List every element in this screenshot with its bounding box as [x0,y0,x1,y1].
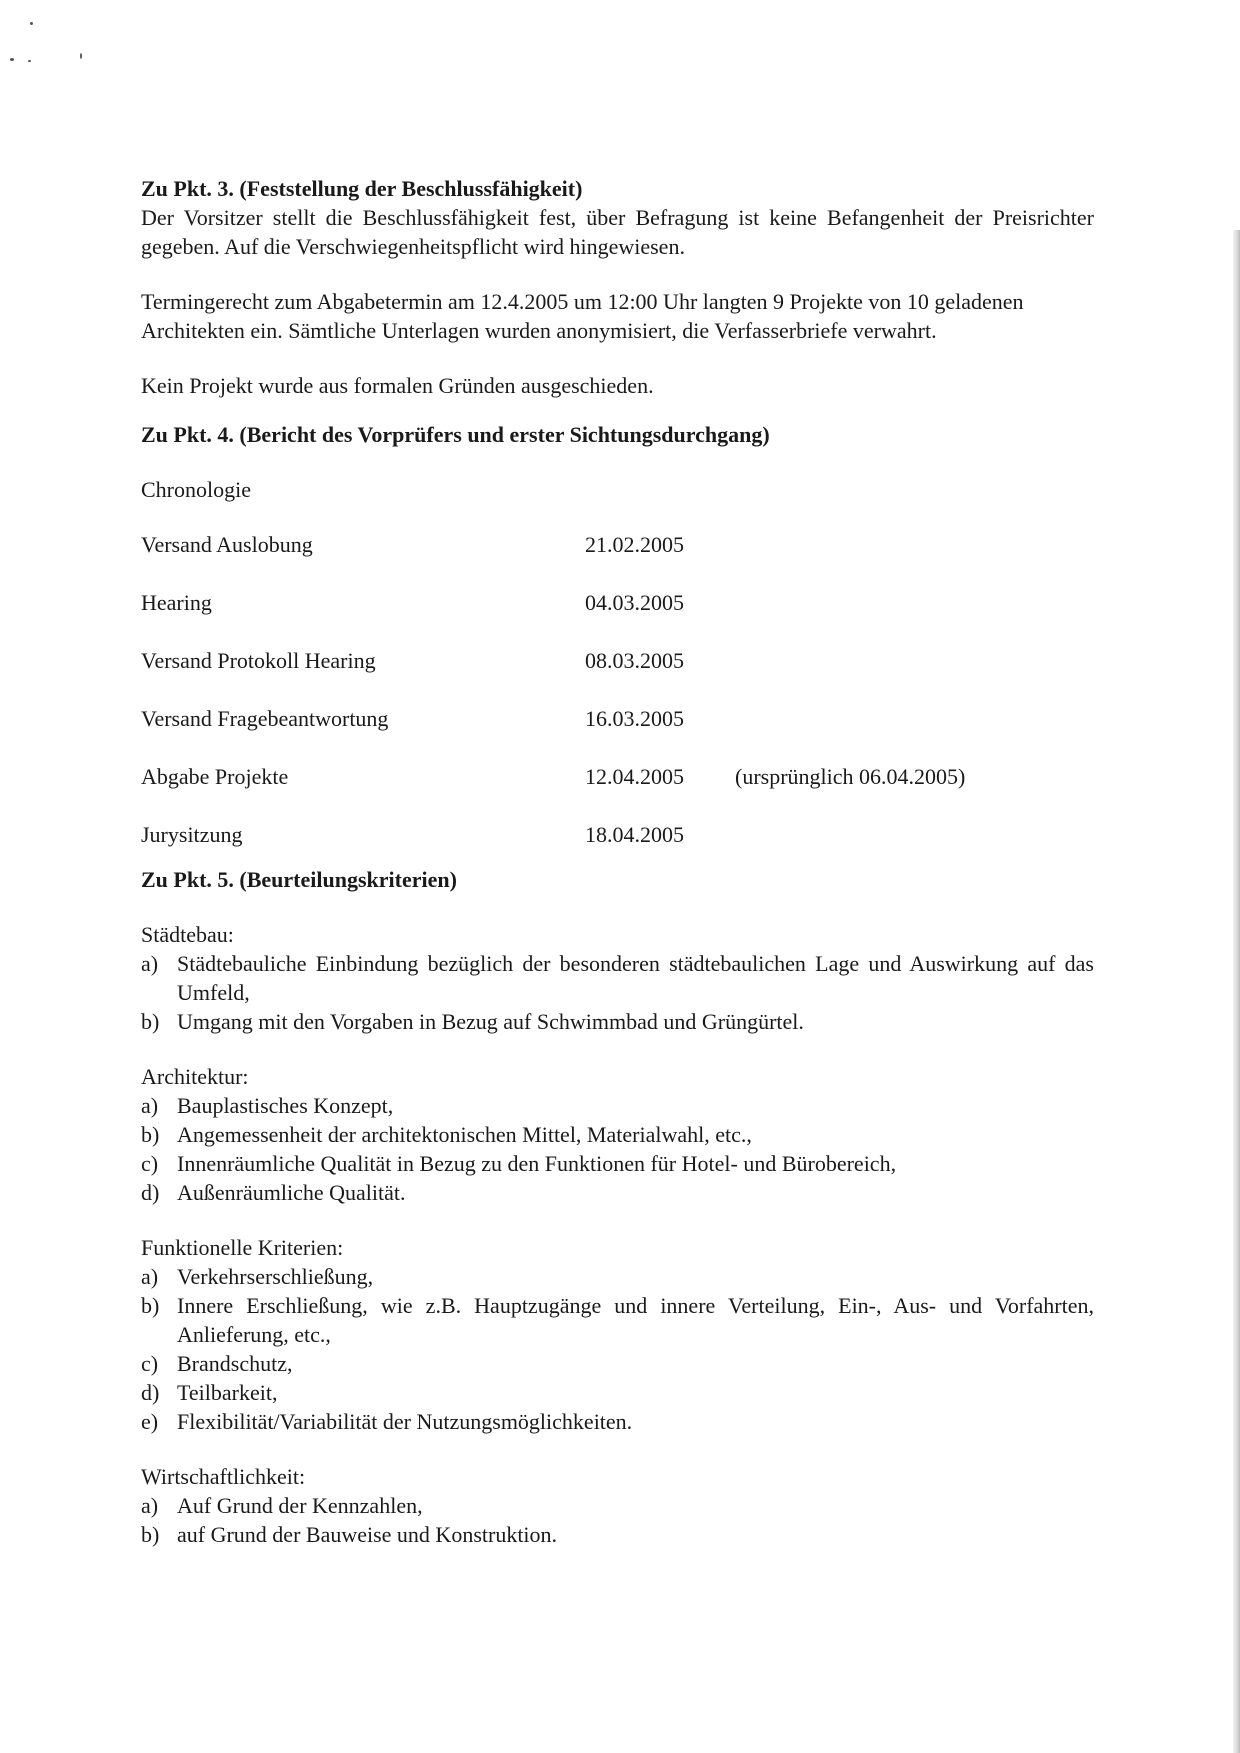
criteria-group-label: Wirtschaftlichkeit: [141,1464,306,1489]
list-marker: e) [141,1409,159,1434]
chronology-date: 18.04.2005 [585,822,684,847]
section-4-title: Zu Pkt. 4. (Bericht des Vorprüfers und erster Sichtungsdurchgang) [141,422,770,447]
list-item-text: auf Grund der Bauweise und Konstruktion. [177,1522,558,1547]
criteria-group-wirtschaftlichkeit [141,1462,1094,1549]
chronology-label: Chronologie [141,477,251,502]
scan-speck [80,53,82,59]
chronology-date: 08.03.2005 [585,648,684,673]
list-marker: c) [141,1351,159,1376]
section-3-title: Zu Pkt. 3. (Feststellung der Beschlussfähigkeit) [141,176,583,201]
list-item-text: Verkehrserschließung, [177,1264,374,1289]
chronology-event: Hearing [141,590,212,615]
chronology-note: (ursprünglich 06.04.2005) [735,764,966,789]
criteria-group-label: Funktionelle Kriterien: [141,1235,344,1260]
list-marker: b) [141,1293,160,1318]
chronology-date: 21.02.2005 [585,532,684,557]
criteria-group-label: Städtebau: [141,922,234,947]
list-item [141,1091,1094,1120]
chronology-date: 04.03.2005 [585,590,684,615]
list-item [141,1378,1094,1407]
scan-edge-shadow [1233,230,1240,1753]
list-marker: b) [141,1122,160,1147]
list-item [141,1349,1094,1378]
section-5-title: Zu Pkt. 5. (Beurteilungskriterien) [141,867,457,892]
section-3 [141,174,1094,400]
chronology-row [141,530,1094,559]
scan-speck [28,60,31,62]
chronology-event: Versand Protokoll Hearing [141,648,376,673]
section-5 [141,865,1094,1549]
list-item [141,1178,1094,1207]
list-item [141,949,1094,1007]
list-item [141,1407,1094,1436]
list-item-text: Auf Grund der Kennzahlen, [177,1493,423,1518]
list-item [141,1007,1094,1036]
chronology-table [141,530,1094,849]
list-marker: a) [141,951,159,976]
list-item-text: Städtebauliche Einbindung bezüglich der besonderen städtebaulichen Lage und Auswirkung auf das Umfeld, [177,951,1094,1005]
chronology-row [141,646,1094,675]
chronology-event: Versand Auslobung [141,532,313,557]
list-item-text: Außenräumliche Qualität. [177,1180,406,1205]
list-marker: d) [141,1380,160,1405]
list-item [141,1149,1094,1178]
section-3-paragraph-1: Der Vorsitzer stellt die Beschlussfähigkeit fest, über Befragung ist keine Befangenheit der Preisrichter gegeben. Auf die Verschwiegenheitspflicht wird hingewiesen. [141,205,1094,259]
list-item-text: Angemessenheit der architektonischen Mittel, Materialwahl, etc., [177,1122,752,1147]
list-marker: b) [141,1522,160,1547]
list-marker: a) [141,1264,159,1289]
criteria-group-label: Architektur: [141,1064,249,1089]
section-4 [141,420,1094,849]
list-item-text: Flexibilität/Variabilität der Nutzungsmöglichkeiten. [177,1409,633,1434]
list-item [141,1120,1094,1149]
list-item-text: Bauplastisches Konzept, [177,1093,394,1118]
section-3-paragraph-2: Termingerecht zum Abgabetermin am 12.4.2005 um 12:00 Uhr langten 9 Projekte von 10 geladenen Architekten ein. Sämtliche Unterlagen wurden anonymisiert, die Verfasserbriefe verwahrt. [141,289,1024,343]
list-item-text: Brandschutz, [177,1351,293,1376]
list-marker: c) [141,1151,159,1176]
document-body [141,174,1094,1549]
chronology-event: Jurysitzung [141,822,243,847]
chronology-row [141,820,1094,849]
scan-speck [10,58,14,61]
list-marker: b) [141,1009,160,1034]
chronology-row [141,762,1094,791]
list-item [141,1262,1094,1291]
list-marker: a) [141,1493,159,1518]
list-item [141,1520,1094,1549]
list-marker: d) [141,1180,160,1205]
scan-speck [30,22,33,25]
list-item [141,1491,1094,1520]
chronology-event: Abgabe Projekte [141,764,289,789]
chronology-event: Versand Fragebeantwortung [141,706,389,731]
list-item-text: Innenräumliche Qualität in Bezug zu den Funktionen für Hotel- und Bürobereich, [177,1151,897,1176]
chronology-date: 16.03.2005 [585,706,684,731]
list-item-text: Umgang mit den Vorgaben in Bezug auf Schwimmbad und Grüngürtel. [177,1009,804,1034]
criteria-group-staedtebau [141,920,1094,1036]
criteria-group-funktionell [141,1233,1094,1436]
chronology-row [141,704,1094,733]
criteria-group-architektur [141,1062,1094,1207]
list-item-text: Teilbarkeit, [177,1380,278,1405]
list-item-text: Innere Erschließung, wie z.B. Hauptzugänge und innere Verteilung, Ein-, Aus- und Vorfahrten, Anlieferung, etc., [177,1293,1094,1347]
section-3-paragraph-3: Kein Projekt wurde aus formalen Gründen ausgeschieden. [141,373,654,398]
chronology-date: 12.04.2005 [585,764,684,789]
list-item [141,1291,1094,1349]
chronology-row [141,588,1094,617]
list-marker: a) [141,1093,159,1118]
